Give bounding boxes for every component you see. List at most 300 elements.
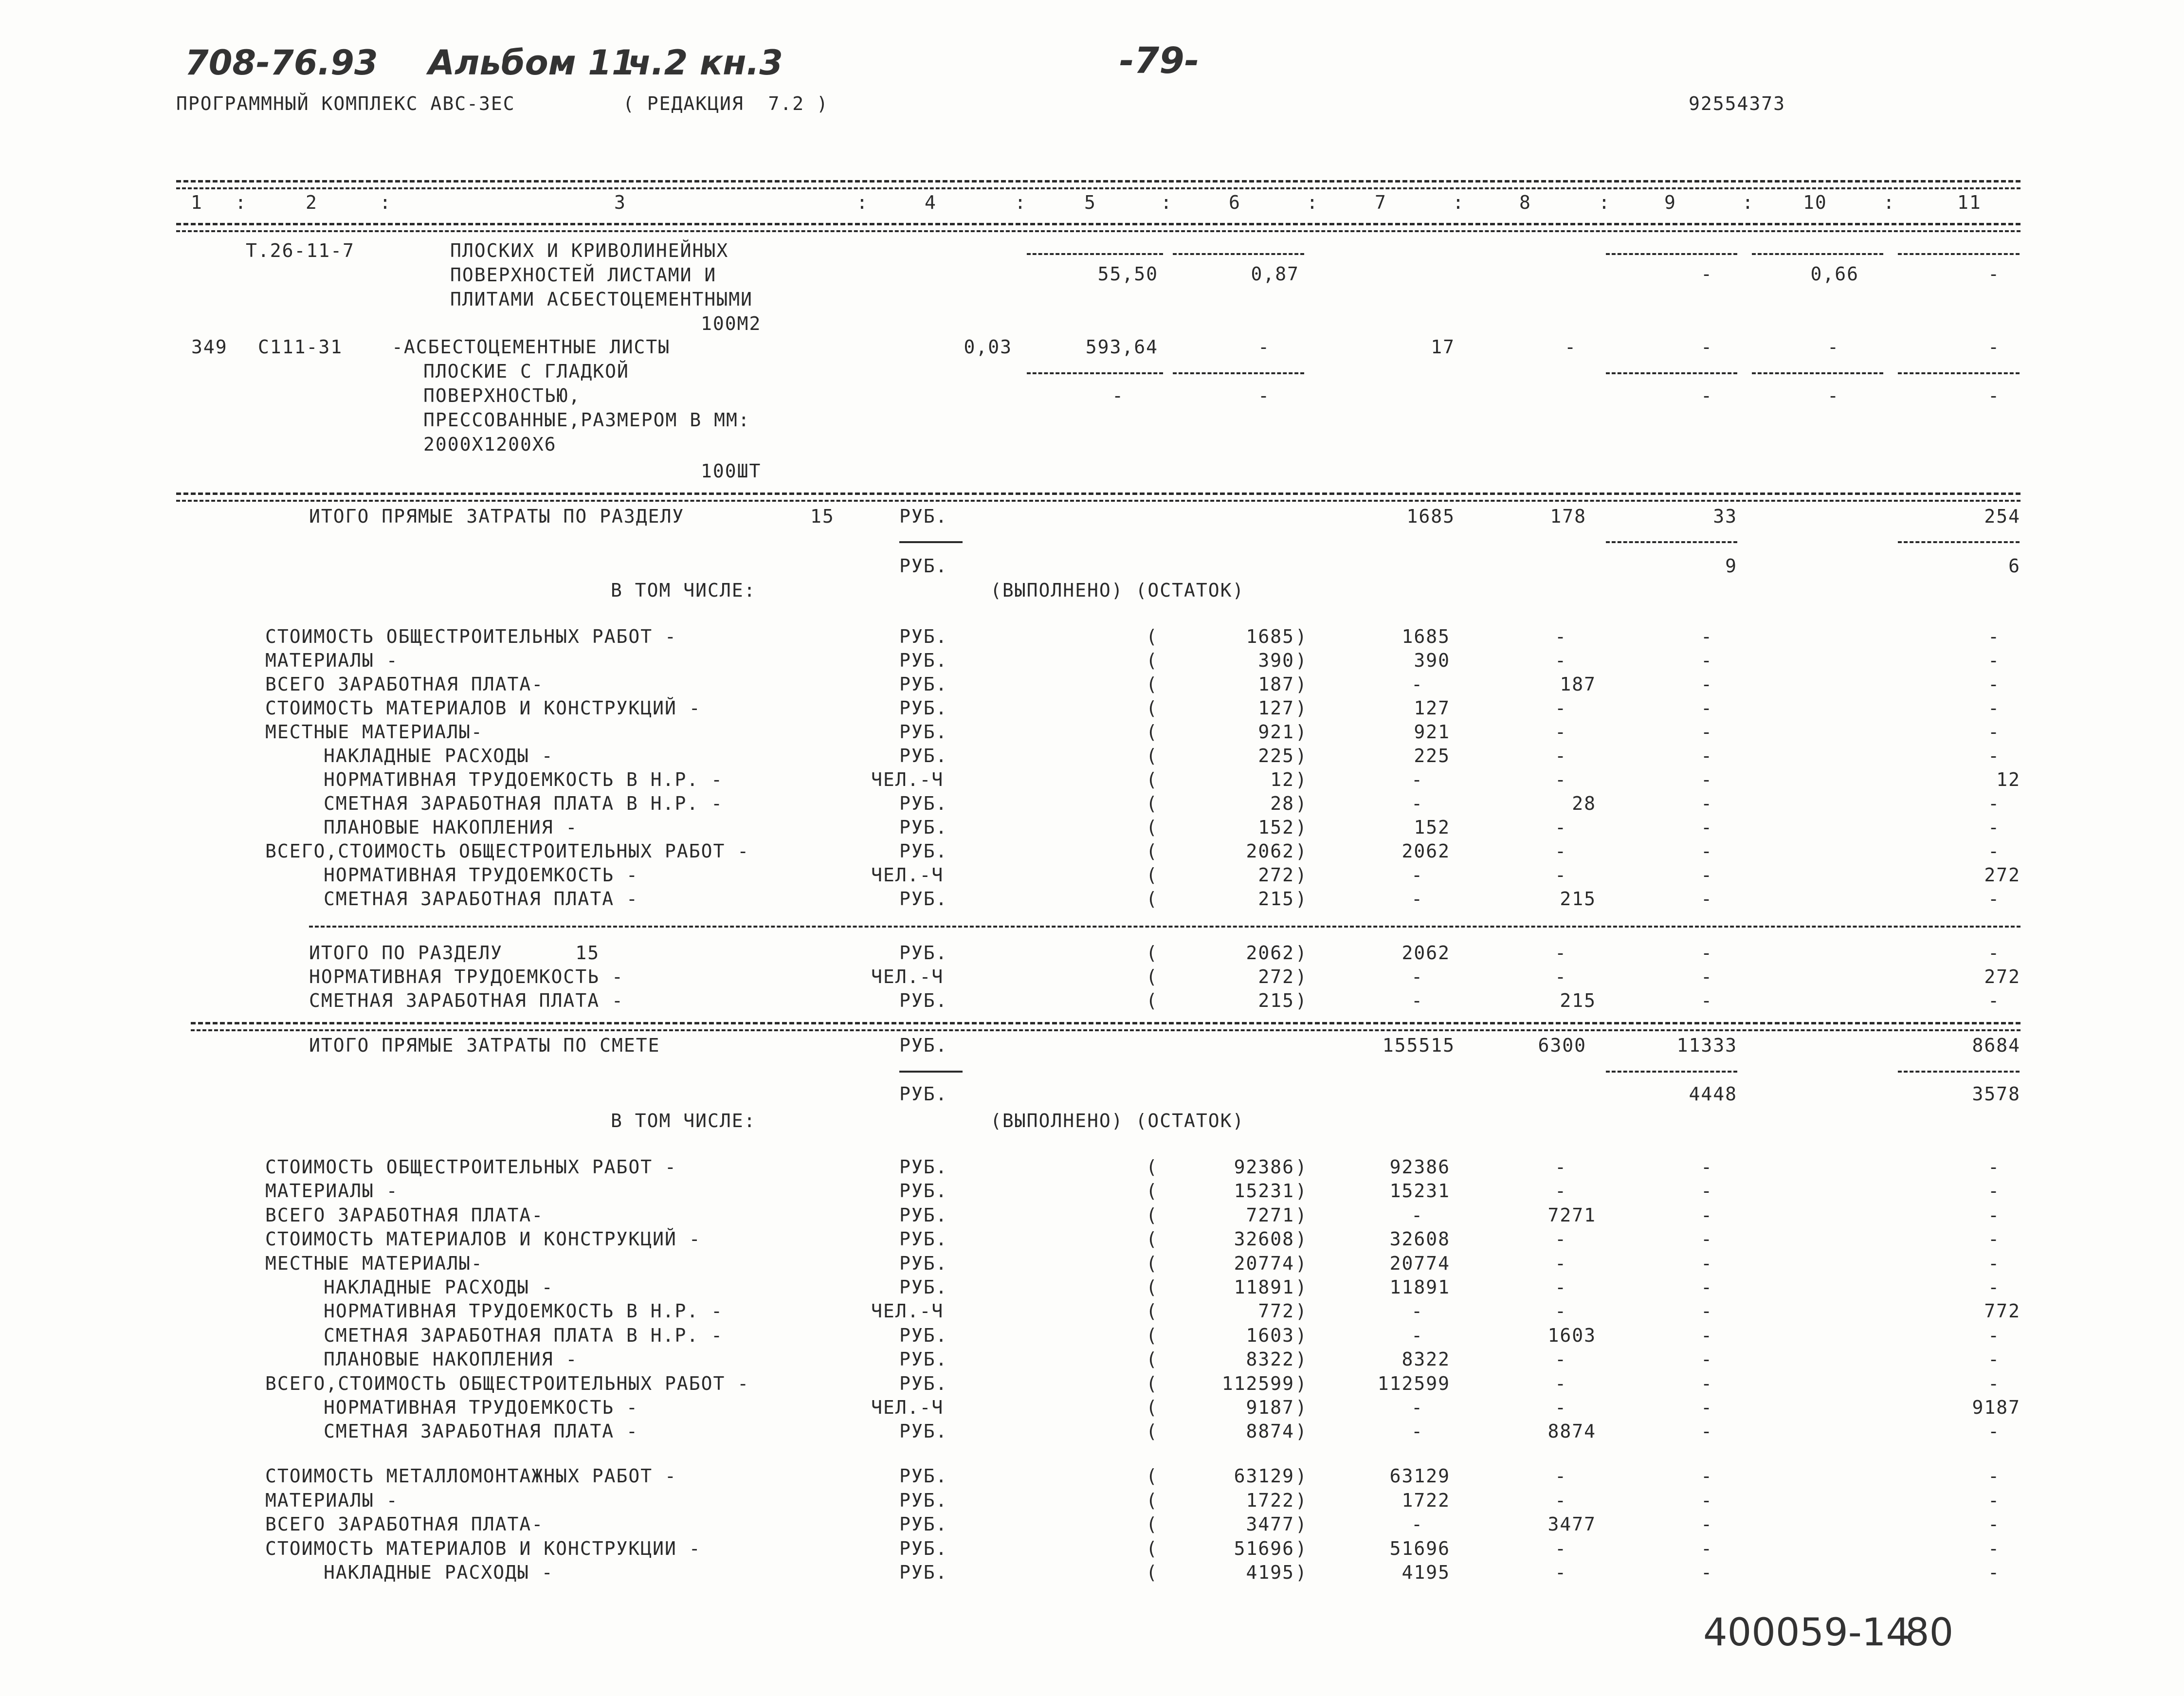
section-total-label: ИТОГО ПРЯМЫЕ ЗАТРАТЫ ПО РАЗДЕЛУ xyxy=(309,506,685,527)
paren-close: ) xyxy=(1295,1156,1308,1178)
summary-unit: ЧЕЛ.-Ч xyxy=(871,966,944,987)
row-c7: 20774 xyxy=(1389,1252,1450,1274)
paren-open: ( xyxy=(1146,1465,1158,1487)
row-label: НОРМАТИВНАЯ ТРУДОЕМКОСТЬ - xyxy=(324,864,638,886)
row-c11: - xyxy=(1988,721,2000,743)
column-separator: : xyxy=(1742,192,1754,213)
summary-c8: - xyxy=(1555,966,1567,987)
estimate-total-c8: 6300 xyxy=(1538,1035,1586,1056)
row-c11: - xyxy=(1988,1514,2000,1535)
row-c9: - xyxy=(1701,888,1713,910)
paren-close: ) xyxy=(1295,990,1308,1011)
row-c7: - xyxy=(1411,793,1423,814)
paren-open: ( xyxy=(1146,1204,1158,1226)
row-c8: 215 xyxy=(1560,888,1596,910)
summary-done: 215 xyxy=(1258,990,1294,1011)
section-total-c9: 33 xyxy=(1713,506,1737,527)
row-c7: - xyxy=(1411,888,1423,910)
row-c8: - xyxy=(1555,864,1567,886)
row-label: НАКЛАДНЫЕ РАСХОДЫ - xyxy=(324,1562,554,1583)
row-c11: - xyxy=(1988,1180,2000,1202)
item1-c10: 0,66 xyxy=(1810,263,1859,285)
row-c7: 15231 xyxy=(1389,1180,1450,1202)
estimate-total-c7: 155515 xyxy=(1382,1035,1455,1056)
rule-top xyxy=(176,180,2020,182)
row-c9: - xyxy=(1701,864,1713,886)
estimate-total-c9b: 4448 xyxy=(1689,1083,1737,1105)
row-unit: РУБ. xyxy=(899,697,948,719)
program-edition: ( РЕДАКЦИЯ 7.2 ) xyxy=(623,93,829,114)
column-number: 6 xyxy=(1229,192,1241,213)
row-c9: - xyxy=(1701,1204,1713,1226)
row-label: СМЕТНАЯ ЗАРАБОТНАЯ ПЛАТА - xyxy=(324,1421,638,1442)
item2-c5: 593,64 xyxy=(1085,336,1158,358)
row-c7: - xyxy=(1411,864,1423,886)
row-done: 11891 xyxy=(1234,1277,1294,1298)
column-number: 3 xyxy=(614,192,626,213)
paren-open: ( xyxy=(1146,1514,1158,1535)
paren-open: ( xyxy=(1146,817,1158,838)
row-c8: 3477 xyxy=(1547,1514,1596,1535)
row-done: 28 xyxy=(1270,793,1294,814)
item2-c4: 0,03 xyxy=(964,336,1012,358)
row-done: 51696 xyxy=(1234,1537,1294,1559)
paren-close: ) xyxy=(1295,1324,1308,1346)
row-c9: - xyxy=(1701,1324,1713,1346)
paren-close: ) xyxy=(1295,1252,1308,1274)
row-c9: - xyxy=(1701,1277,1713,1298)
item2-unit: 100ШТ xyxy=(701,460,762,482)
paren-open: ( xyxy=(1146,674,1158,695)
paren-close: ) xyxy=(1295,745,1308,766)
handwritten-stamp: 400059-14 xyxy=(1703,1611,1911,1655)
handwritten-stamp-page: 80 xyxy=(1905,1611,1954,1655)
row-c8: - xyxy=(1555,626,1567,647)
item2-c11: - xyxy=(1988,336,2000,358)
paren-open: ( xyxy=(1146,864,1158,886)
summary-label: НОРМАТИВНАЯ ТРУДОЕМКОСТЬ - xyxy=(309,966,624,987)
row-c7: - xyxy=(1411,674,1423,695)
row-c11: - xyxy=(1988,1228,2000,1250)
row-c7: 4195 xyxy=(1401,1562,1450,1583)
paren-close: ) xyxy=(1295,793,1308,814)
summary-c11: - xyxy=(1988,990,2000,1011)
row-c9: - xyxy=(1701,721,1713,743)
row-label: НОРМАТИВНАЯ ТРУДОЕМКОСТЬ - xyxy=(324,1397,638,1418)
paren-open: ( xyxy=(1146,1537,1158,1559)
summary-unit: РУБ. xyxy=(899,942,948,964)
handwritten-album: Альбом 11 xyxy=(428,43,636,83)
row-c9: - xyxy=(1701,1562,1713,1583)
paren-close: ) xyxy=(1295,1465,1308,1487)
column-separator: : xyxy=(1599,192,1611,213)
paren-open: ( xyxy=(1146,626,1158,647)
item2-desc-5: 2000Х1200Х6 xyxy=(423,434,557,455)
row-label: СТОИМОСТЬ ОБЩЕСТРОИТЕЛЬНЫХ РАБОТ - xyxy=(265,626,677,647)
row-c7: 921 xyxy=(1414,721,1450,743)
row-c7: - xyxy=(1411,1397,1423,1418)
row-done: 7271 xyxy=(1246,1204,1294,1226)
summary-c11: 272 xyxy=(1984,966,2020,987)
row-c7: 127 xyxy=(1414,697,1450,719)
row-done: 8874 xyxy=(1246,1421,1294,1442)
item1-c9: - xyxy=(1701,263,1713,285)
row-c8: 187 xyxy=(1560,674,1596,695)
row-c8: - xyxy=(1555,721,1567,743)
paren-open: ( xyxy=(1146,1372,1158,1394)
estimate-total-unit: РУБ. xyxy=(899,1035,948,1056)
summary-c7: 2062 xyxy=(1401,942,1450,964)
row-c9: - xyxy=(1701,626,1713,647)
row-c8: - xyxy=(1555,840,1567,862)
item2-c8: - xyxy=(1565,336,1577,358)
row-c8: - xyxy=(1555,1349,1567,1370)
row-c8: - xyxy=(1555,817,1567,838)
row-c11: - xyxy=(1988,1372,2000,1394)
row-label: ВСЕГО ЗАРАБОТНАЯ ПЛАТА- xyxy=(265,1514,544,1535)
paren-open: ( xyxy=(1146,1277,1158,1298)
row-unit: РУБ. xyxy=(899,817,948,838)
row-unit: ЧЕЛ.-Ч xyxy=(871,769,944,790)
rule-section-summary xyxy=(309,926,2020,928)
item2-line-c10 xyxy=(1752,372,1883,374)
rule-estimate-total-2 xyxy=(191,1029,2020,1031)
row-unit: РУБ. xyxy=(899,840,948,862)
column-number: 2 xyxy=(306,192,318,213)
row-label: ВСЕГО,СТОИМОСТЬ ОБЩЕСТРОИТЕЛЬНЫХ РАБОТ - xyxy=(265,1372,750,1394)
paren-open: ( xyxy=(1146,840,1158,862)
row-unit: РУБ. xyxy=(899,1252,948,1274)
row-unit: РУБ. xyxy=(899,626,948,647)
row-done: 921 xyxy=(1258,721,1294,743)
row-c11: - xyxy=(1988,745,2000,766)
row-c8: - xyxy=(1555,1537,1567,1559)
section-total-num: 15 xyxy=(810,506,835,527)
row-c9: - xyxy=(1701,1514,1713,1535)
row-unit: РУБ. xyxy=(899,1421,948,1442)
paren-open: ( xyxy=(1146,1228,1158,1250)
paren-open: ( xyxy=(1146,650,1158,671)
row-label: СМЕТНАЯ ЗАРАБОТНАЯ ПЛАТА - xyxy=(324,888,638,910)
item1-code: Т.26-11-7 xyxy=(246,240,355,261)
paren-open: ( xyxy=(1146,1562,1158,1583)
paren-open: ( xyxy=(1146,1421,1158,1442)
column-separator: : xyxy=(856,192,869,213)
estimate-total-label: ИТОГО ПРЯМЫЕ ЗАТРАТЫ ПО СМЕТЕ xyxy=(309,1035,660,1056)
item2-desc-3: ПОВЕРХНОСТЬЮ, xyxy=(423,385,581,406)
program-name: ПРОГРАММНЫЙ КОМПЛЕКС АВС-3ЕС xyxy=(176,93,515,114)
row-label: СТОИМОСТЬ ОБЩЕСТРОИТЕЛЬНЫХ РАБОТ - xyxy=(265,1156,677,1178)
item1-c11: - xyxy=(1988,263,2000,285)
row-unit: РУБ. xyxy=(899,1277,948,1298)
row-c7: 225 xyxy=(1414,745,1450,766)
item2-desc-2: ПЛОСКИЕ С ГЛАДКОЙ xyxy=(423,361,629,382)
rule-under-header-2 xyxy=(176,230,2020,232)
item2-c7: 17 xyxy=(1431,336,1455,358)
row-c7: - xyxy=(1411,1300,1423,1322)
row-c9: - xyxy=(1701,674,1713,695)
row-label: ВСЕГО,СТОИМОСТЬ ОБЩЕСТРОИТЕЛЬНЫХ РАБОТ - xyxy=(265,840,750,862)
paren-close: ) xyxy=(1295,1537,1308,1559)
row-done: 1722 xyxy=(1246,1489,1294,1511)
estimate-total-unit2: РУБ. xyxy=(899,1083,948,1105)
estimate-total-c11: 8684 xyxy=(1972,1035,2020,1056)
row-c8: - xyxy=(1555,1372,1567,1394)
row-c8: 28 xyxy=(1572,793,1596,814)
summary-label: ИТОГО ПО РАЗДЕЛУ 15 xyxy=(309,942,600,964)
row-c11: - xyxy=(1988,840,2000,862)
row-c8: - xyxy=(1555,1228,1567,1250)
summary-c9: - xyxy=(1701,966,1713,987)
paren-close: ) xyxy=(1295,1514,1308,1535)
item2-line-c6 xyxy=(1173,372,1304,374)
row-c9: - xyxy=(1701,697,1713,719)
row-c11: - xyxy=(1988,1252,2000,1274)
section-total-c8: 178 xyxy=(1550,506,1586,527)
row-c9: - xyxy=(1701,1156,1713,1178)
item2-sub-c9: - xyxy=(1701,385,1713,406)
row-c9: - xyxy=(1701,1421,1713,1442)
row-c11: - xyxy=(1988,1349,2000,1370)
column-number: 11 xyxy=(1957,192,1982,213)
column-separator: : xyxy=(235,192,247,213)
item2-c10: - xyxy=(1827,336,1839,358)
row-c11: - xyxy=(1988,1465,2000,1487)
row-unit: РУБ. xyxy=(899,1349,948,1370)
row-done: 390 xyxy=(1258,650,1294,671)
row-c7: 2062 xyxy=(1401,840,1450,862)
item2-sub-c11: - xyxy=(1988,385,2000,406)
item1-c6: 0,87 xyxy=(1251,263,1299,285)
summary-label: СМЕТНАЯ ЗАРАБОТНАЯ ПЛАТА - xyxy=(309,990,624,1011)
row-c8: - xyxy=(1555,769,1567,790)
item2-c6: - xyxy=(1258,336,1270,358)
paren-close: ) xyxy=(1295,888,1308,910)
row-c11: - xyxy=(1988,888,2000,910)
row-c9: - xyxy=(1701,1465,1713,1487)
row-label: МЕСТНЫЕ МАТЕРИАЛЫ- xyxy=(265,721,483,743)
row-c11: - xyxy=(1988,1489,2000,1511)
row-c11: - xyxy=(1988,1204,2000,1226)
paren-open: ( xyxy=(1146,1349,1158,1370)
row-c9: - xyxy=(1701,1300,1713,1322)
item2-sub-c5: - xyxy=(1112,385,1124,406)
item1-unit: 100М2 xyxy=(701,313,762,334)
row-c9: - xyxy=(1701,650,1713,671)
row-c8: - xyxy=(1555,1180,1567,1202)
item1-desc-3: ПЛИТАМИ АСБЕСТОЦЕМЕНТНЫМИ xyxy=(450,289,753,310)
column-separator: : xyxy=(1015,192,1027,213)
item2-num: 349 xyxy=(191,336,228,358)
row-c9: - xyxy=(1701,1372,1713,1394)
column-separator: : xyxy=(1161,192,1173,213)
section-total-c7: 1685 xyxy=(1406,506,1455,527)
row-unit: РУБ. xyxy=(899,1204,948,1226)
paren-close: ) xyxy=(1295,1180,1308,1202)
paren-close: ) xyxy=(1295,966,1308,987)
column-separator: : xyxy=(1307,192,1319,213)
row-unit: РУБ. xyxy=(899,1514,948,1535)
item2-line-c5 xyxy=(1027,372,1163,374)
summary-c9: - xyxy=(1701,942,1713,964)
item1-line-c5 xyxy=(1027,253,1163,255)
estimate-total-line-c9 xyxy=(1606,1071,1737,1073)
row-c9: - xyxy=(1701,745,1713,766)
paren-open: ( xyxy=(1146,942,1158,964)
column-number: 1 xyxy=(191,192,203,213)
section-total-c11: 254 xyxy=(1984,506,2020,527)
row-unit: РУБ. xyxy=(899,793,948,814)
row-c7: 63129 xyxy=(1389,1465,1450,1487)
row-done: 215 xyxy=(1258,888,1294,910)
row-c11: - xyxy=(1988,1324,2000,1346)
paren-close: ) xyxy=(1295,1228,1308,1250)
row-c8: - xyxy=(1555,745,1567,766)
row-label: НАКЛАДНЫЕ РАСХОДЫ - xyxy=(324,1277,554,1298)
row-done: 112599 xyxy=(1221,1372,1294,1394)
row-c8: - xyxy=(1555,697,1567,719)
row-unit: РУБ. xyxy=(899,1228,948,1250)
row-unit: РУБ. xyxy=(899,1180,948,1202)
row-unit: РУБ. xyxy=(899,650,948,671)
row-label: МАТЕРИАЛЫ - xyxy=(265,1489,399,1511)
row-unit: РУБ. xyxy=(899,1489,948,1511)
row-label: ВСЕГО ЗАРАБОТНАЯ ПЛАТА- xyxy=(265,674,544,695)
section-total-unit-line xyxy=(899,541,963,543)
paren-close: ) xyxy=(1295,1562,1308,1583)
row-done: 12 xyxy=(1270,769,1294,790)
row-c7: 11891 xyxy=(1389,1277,1450,1298)
row-label: МЕСТНЫЕ МАТЕРИАЛЫ- xyxy=(265,1252,483,1274)
row-c8: - xyxy=(1555,1277,1567,1298)
row-c8: - xyxy=(1555,1300,1567,1322)
row-unit: РУБ. xyxy=(899,1537,948,1559)
row-done: 772 xyxy=(1258,1300,1294,1322)
row-unit: ЧЕЛ.-Ч xyxy=(871,1300,944,1322)
row-c11: 272 xyxy=(1984,864,2020,886)
summary-done: 2062 xyxy=(1246,942,1294,964)
column-number: 4 xyxy=(925,192,937,213)
estimate-total-unit-line xyxy=(899,1071,963,1073)
item2-sub-c6: - xyxy=(1258,385,1270,406)
row-c11: - xyxy=(1988,697,2000,719)
row-done: 225 xyxy=(1258,745,1294,766)
row-c9: - xyxy=(1701,769,1713,790)
paren-close: ) xyxy=(1295,1204,1308,1226)
row-c7: 112599 xyxy=(1377,1372,1450,1394)
row-c11: 9187 xyxy=(1972,1397,2020,1418)
item2-c9: - xyxy=(1701,336,1713,358)
row-c7: - xyxy=(1411,769,1423,790)
section-total-line-c11 xyxy=(1898,541,2020,543)
row-c8: - xyxy=(1555,1252,1567,1274)
paren-open: ( xyxy=(1146,769,1158,790)
item2-sub-c10: - xyxy=(1827,385,1839,406)
row-done: 1603 xyxy=(1246,1324,1294,1346)
row-done: 187 xyxy=(1258,674,1294,695)
rule-under-header xyxy=(176,223,2020,225)
row-label: ПЛАНОВЫЕ НАКОПЛЕНИЯ - xyxy=(324,1349,578,1370)
column-number: 8 xyxy=(1519,192,1531,213)
row-done: 2062 xyxy=(1246,840,1294,862)
row-c9: - xyxy=(1701,793,1713,814)
row-label: СМЕТНАЯ ЗАРАБОТНАЯ ПЛАТА В Н.Р. - xyxy=(324,793,723,814)
item2-desc-1: -АСБЕСТОЦЕМЕНТНЫЕ ЛИСТЫ xyxy=(392,336,671,358)
row-c11: 12 xyxy=(1996,769,2020,790)
row-label: МАТЕРИАЛЫ - xyxy=(265,650,399,671)
row-c7: 152 xyxy=(1414,817,1450,838)
row-unit: ЧЕЛ.-Ч xyxy=(871,864,944,886)
row-c8: 8874 xyxy=(1547,1421,1596,1442)
column-separator: : xyxy=(1453,192,1465,213)
row-done: 3477 xyxy=(1246,1514,1294,1535)
row-c11: - xyxy=(1988,793,2000,814)
row-c8: - xyxy=(1555,1465,1567,1487)
paren-open: ( xyxy=(1146,1489,1158,1511)
summary-c7: - xyxy=(1411,990,1423,1011)
paren-open: ( xyxy=(1146,745,1158,766)
paren-close: ) xyxy=(1295,1300,1308,1322)
paren-close: ) xyxy=(1295,840,1308,862)
row-c9: - xyxy=(1701,1397,1713,1418)
paren-close: ) xyxy=(1295,1277,1308,1298)
row-c7: - xyxy=(1411,1324,1423,1346)
row-unit: РУБ. xyxy=(899,1156,948,1178)
paren-close: ) xyxy=(1295,1489,1308,1511)
row-c8: 7271 xyxy=(1547,1204,1596,1226)
paren-close: ) xyxy=(1295,1397,1308,1418)
row-c9: - xyxy=(1701,1252,1713,1274)
row-label: МАТЕРИАЛЫ - xyxy=(265,1180,399,1202)
row-c8: 1603 xyxy=(1547,1324,1596,1346)
column-number: 9 xyxy=(1664,192,1676,213)
paren-close: ) xyxy=(1295,650,1308,671)
handwritten-part: ч.2 кн.3 xyxy=(628,43,783,83)
summary-c9: - xyxy=(1701,990,1713,1011)
row-c7: 1722 xyxy=(1401,1489,1450,1511)
paren-close: ) xyxy=(1295,626,1308,647)
row-done: 152 xyxy=(1258,817,1294,838)
row-unit: РУБ. xyxy=(899,745,948,766)
paren-open: ( xyxy=(1146,721,1158,743)
summary-unit: РУБ. xyxy=(899,990,948,1011)
paren-close: ) xyxy=(1295,1349,1308,1370)
row-done: 15231 xyxy=(1234,1180,1294,1202)
paren-open: ( xyxy=(1146,1324,1158,1346)
row-label: СТОИМОСТЬ МАТЕРИАЛОВ И КОНСТРУКЦИЙ - xyxy=(265,697,701,719)
row-c7: - xyxy=(1411,1514,1423,1535)
row-c9: - xyxy=(1701,1180,1713,1202)
row-done: 4195 xyxy=(1246,1562,1294,1583)
paren-close: ) xyxy=(1295,864,1308,886)
rule-section-total-2 xyxy=(176,500,2020,502)
paren-open: ( xyxy=(1146,966,1158,987)
paren-close: ) xyxy=(1295,769,1308,790)
row-c8: - xyxy=(1555,1562,1567,1583)
row-label: НОРМАТИВНАЯ ТРУДОЕМКОСТЬ В Н.Р. - xyxy=(324,1300,723,1322)
item1-c5: 55,50 xyxy=(1097,263,1158,285)
summary-c11: - xyxy=(1988,942,2000,964)
row-label: СТОИМОСТЬ МЕТАЛЛОМОНТАЖНЫХ РАБОТ - xyxy=(265,1465,677,1487)
rule-estimate-total xyxy=(191,1022,2020,1024)
row-c11: 772 xyxy=(1984,1300,2020,1322)
section-total-line-c9 xyxy=(1606,541,1737,543)
row-c7: - xyxy=(1411,1421,1423,1442)
paren-close: ) xyxy=(1295,817,1308,838)
estimate-including: В ТОМ ЧИСЛЕ: xyxy=(611,1110,756,1131)
item2-line-c11 xyxy=(1898,372,2020,374)
row-c8: - xyxy=(1555,1489,1567,1511)
